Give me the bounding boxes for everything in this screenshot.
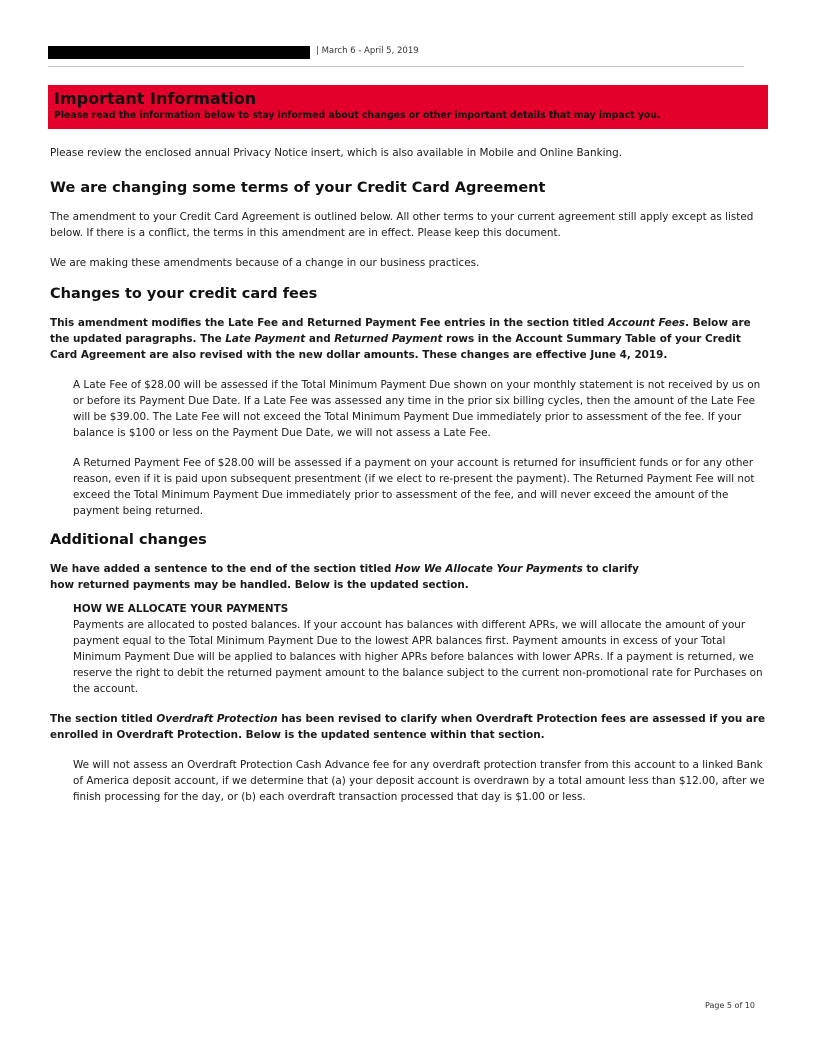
late-payment-title: Late Payment (225, 333, 306, 345)
section-heading-additional: Additional changes (50, 532, 207, 548)
statement-date-range: | March 6 - April 5, 2019 (316, 46, 419, 56)
overdraft-lead-text-1: The section titled (50, 713, 157, 725)
fees-lead-text-4: rows in the Account Summary Table of your Credit Card Agreement are also revised with the new dollar amounts. These changes are effective June 4, 2019. (50, 333, 741, 361)
allocate-payments-title: How We Allocate Your Payments (394, 563, 583, 575)
account-fees-title: Account Fees (607, 317, 686, 329)
allocate-paragraph: Payments are allocated to posted balances. If your account has balances with different APRs, we will allocate the amount of your payment equal to the Total Minimum Payment Due to the lowest APR balances first. Payment amounts in excess of your Total Minimum Payment Due will be applied to balances with higher APRs before balances with lower APRs. If a payment is returned, we reserve the right to debit the returned payment amount to the balance subject to the current non-promotional rate for Purchases on the account. (73, 619, 763, 695)
document-body (50, 145, 768, 805)
overdraft-protection-title: Overdraft Protection (156, 713, 278, 725)
fees-lead-text-2: . Below are the updated paragraphs. The (50, 317, 751, 345)
allocate-lead-text-1: We have added a sentence to the end of the section titled (50, 563, 395, 575)
returned-payment-fee-paragraph: A Returned Payment Fee of $28.00 will be assessed if a payment on your account is returned for insufficient funds or for any other reason, even if it is paid upon subsequent presentment (if we elect to re-present the payment). The Returned Payment Fee will not exceed the Total Minimum Payment Due immediately prior to assessment of the fee, and will never exceed the amount of the payment being returned. (73, 457, 755, 517)
overdraft-lead-text-2: has been revised to clarify when Overdraft Protection fees are assessed if you are enrolled in Overdraft Protection. Below is the updated sentence within that section. (50, 713, 766, 741)
business-practices-paragraph: We are making these amendments because of a change in our business practices. (50, 257, 480, 269)
allocate-lead-paragraph (50, 561, 768, 593)
page-header (48, 46, 744, 67)
overdraft-paragraph: We will not assess an Overdraft Protection Cash Advance fee for any overdraft protection transfer from this account to a linked Bank of America deposit account, if we determine that (a) your deposit account is overdrawn by a total amount less than $12.00, after we finish processing for the day, or (b) each overdraft transaction processed that day is $1.00 or less. (73, 759, 765, 803)
fees-lead-paragraph (50, 315, 768, 363)
allocate-lead-text-2: to clarify (582, 563, 639, 575)
fees-lead-text-1: This amendment modifies the Late Fee and Returned Payment Fee entries in the section titled (50, 317, 608, 329)
fees-lead-text-3: and (305, 333, 335, 345)
section-heading-fees: Changes to your credit card fees (50, 286, 318, 302)
privacy-notice-paragraph: Please review the enclosed annual Privacy Notice insert, which is also available in Mobile and Online Banking. (50, 147, 623, 159)
overdraft-lead-paragraph (50, 711, 768, 743)
allocate-lead-text-3: how returned payments may be handled. Below is the updated section. (50, 579, 469, 591)
amendment-paragraph: The amendment to your Credit Card Agreement is outlined below. All other terms to your current agreement still apply except as listed below. If there is a conflict, the terms in this amendment are in effect. Please keep this document. (50, 211, 754, 239)
redacted-block (48, 46, 310, 59)
late-fee-paragraph: A Late Fee of $28.00 will be assessed if the Total Minimum Payment Due shown on your monthly statement is not received by us on or before its Payment Due Date. If a Late Fee was assessed any time in the prior six billing cycles, then the amount of the Late Fee will be $39.00. The Late Fee will not exceed the Total Minimum Payment Due immediately prior to assessment of the fee. If your balance is $100 or less on the Payment Due Date, we will not assess a Late Fee. (73, 379, 761, 439)
banner-subtitle: Please read the information below to stay informed about changes or other important details that may impact you. (54, 110, 661, 121)
returned-payment-title: Returned Payment (334, 333, 443, 345)
page-number: Page 5 of 10 (705, 1001, 755, 1010)
allocate-subheading: HOW WE ALLOCATE YOUR PAYMENTS (73, 603, 289, 615)
banner-title: Important Information (54, 89, 257, 108)
section-heading-terms: We are changing some terms of your Credit Card Agreement (50, 180, 546, 196)
important-information-banner (48, 85, 768, 129)
